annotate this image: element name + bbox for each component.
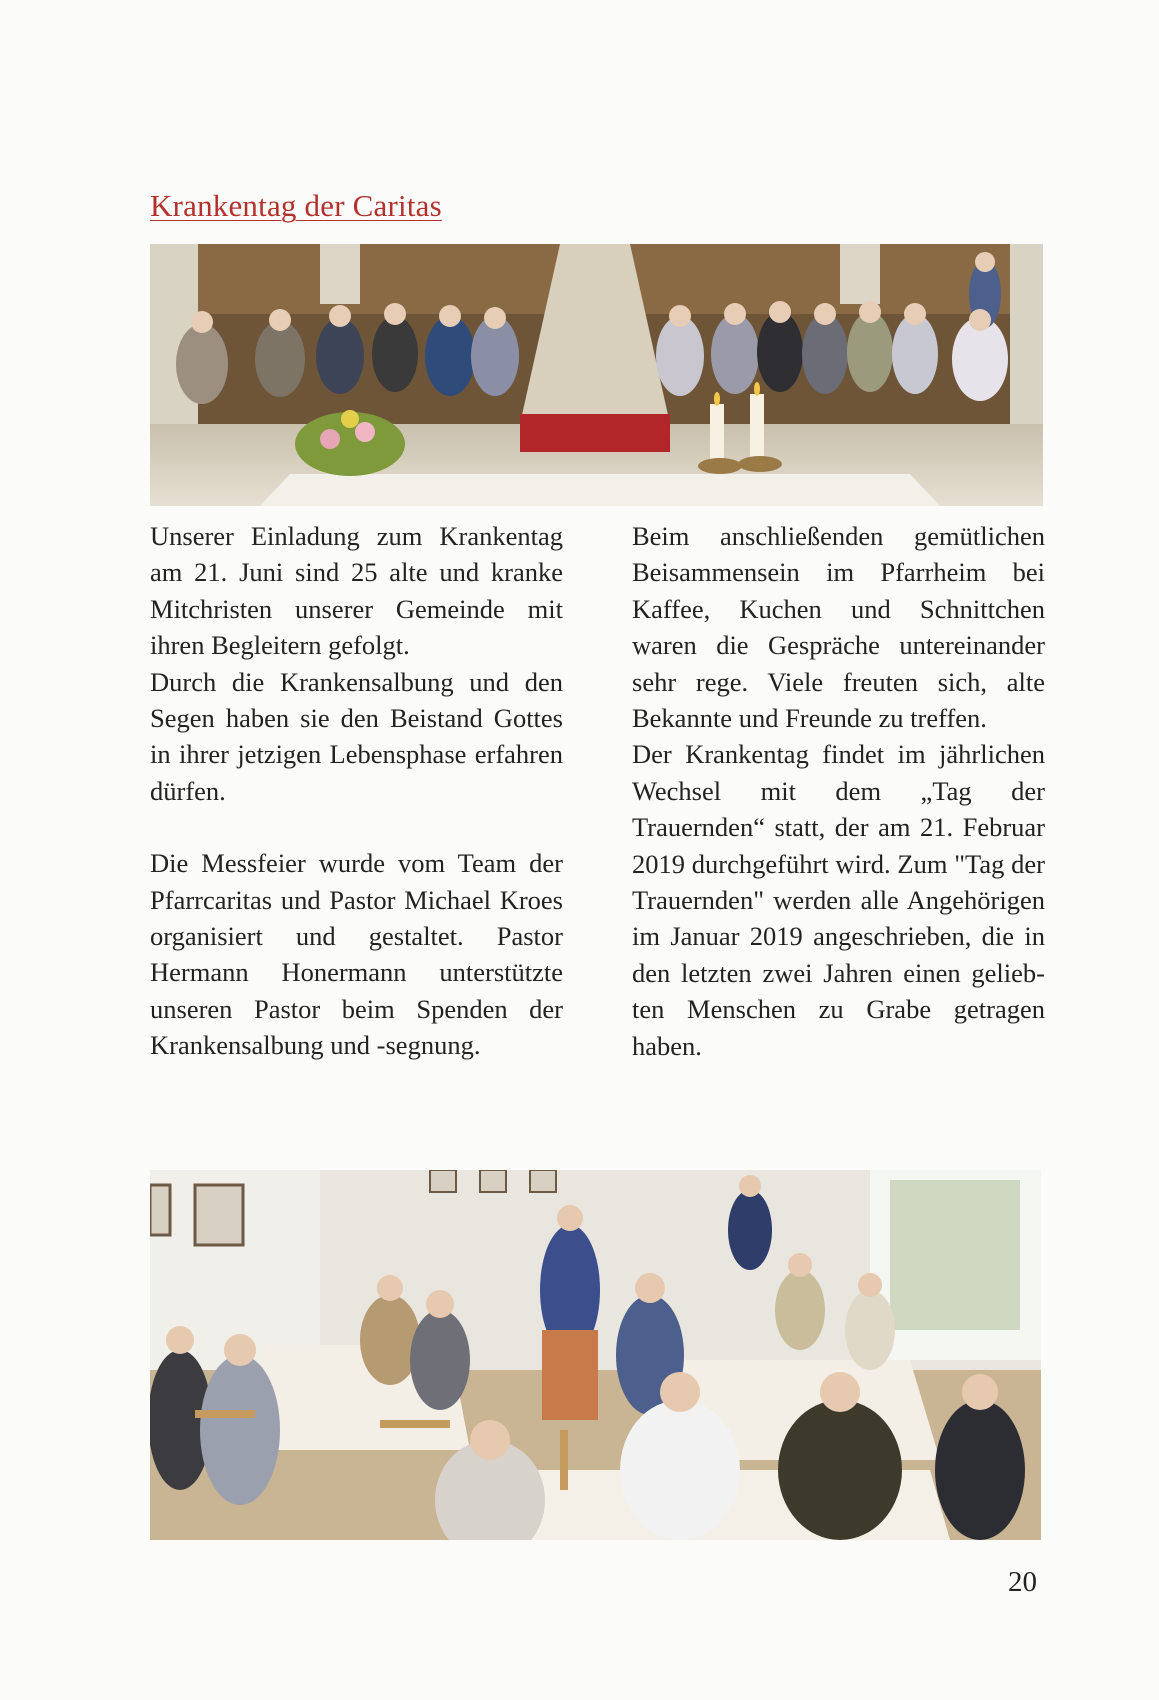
community-coffee-photo [150, 1170, 1041, 1540]
paragraph: Beim anschließenden gemütlichen Beisammensein im Pfarrheim bei Kaffee, Kuchen und Schnittchen waren die Gespräche untereinander sehr rege. Viele freuten sich, alte Bekannte und Freunde zu treffen. [632, 521, 1045, 734]
church-service-photo [150, 244, 1043, 506]
paragraph: Der Krankentag findet im jährlichen Wechsel mit dem „Tag der Trauernden“ statt, der am 21. Februar 2019 durchgeführt wird. Zum "Tag der Trauernden" werden alle Angehörigen im Januar 2019 angeschrieben, die in den letzten zwei Jahren einen geliebten Menschen zu Grabe getragen haben. [632, 739, 1045, 1061]
article-column-left [150, 518, 563, 1064]
article-column-right [632, 518, 1045, 1064]
paragraph: Die Messfeier wurde vom Team der Pfarrcaritas und Pastor Michael Kroes organisiert und gestaltet. Pastor Hermann Honermann unterstützte unseren Pastor beim Spenden der Krankensalbung und -segnung. [150, 848, 563, 1061]
page-number: 20 [1008, 1566, 1037, 1598]
paragraph: Durch die Krankensalbung und den Segen haben sie den Beistand Gottes in ihrer jetzigen Lebensphase erfahren dürfen. [150, 666, 563, 806]
paragraph: Unserer Einladung zum Krankentag am 21. Juni sind 25 alte und kranke Mitchristen unserer Gemeinde mit ihren Begleitern gefolgt. [150, 521, 563, 661]
article-title: Krankentag der Caritas [150, 188, 442, 223]
